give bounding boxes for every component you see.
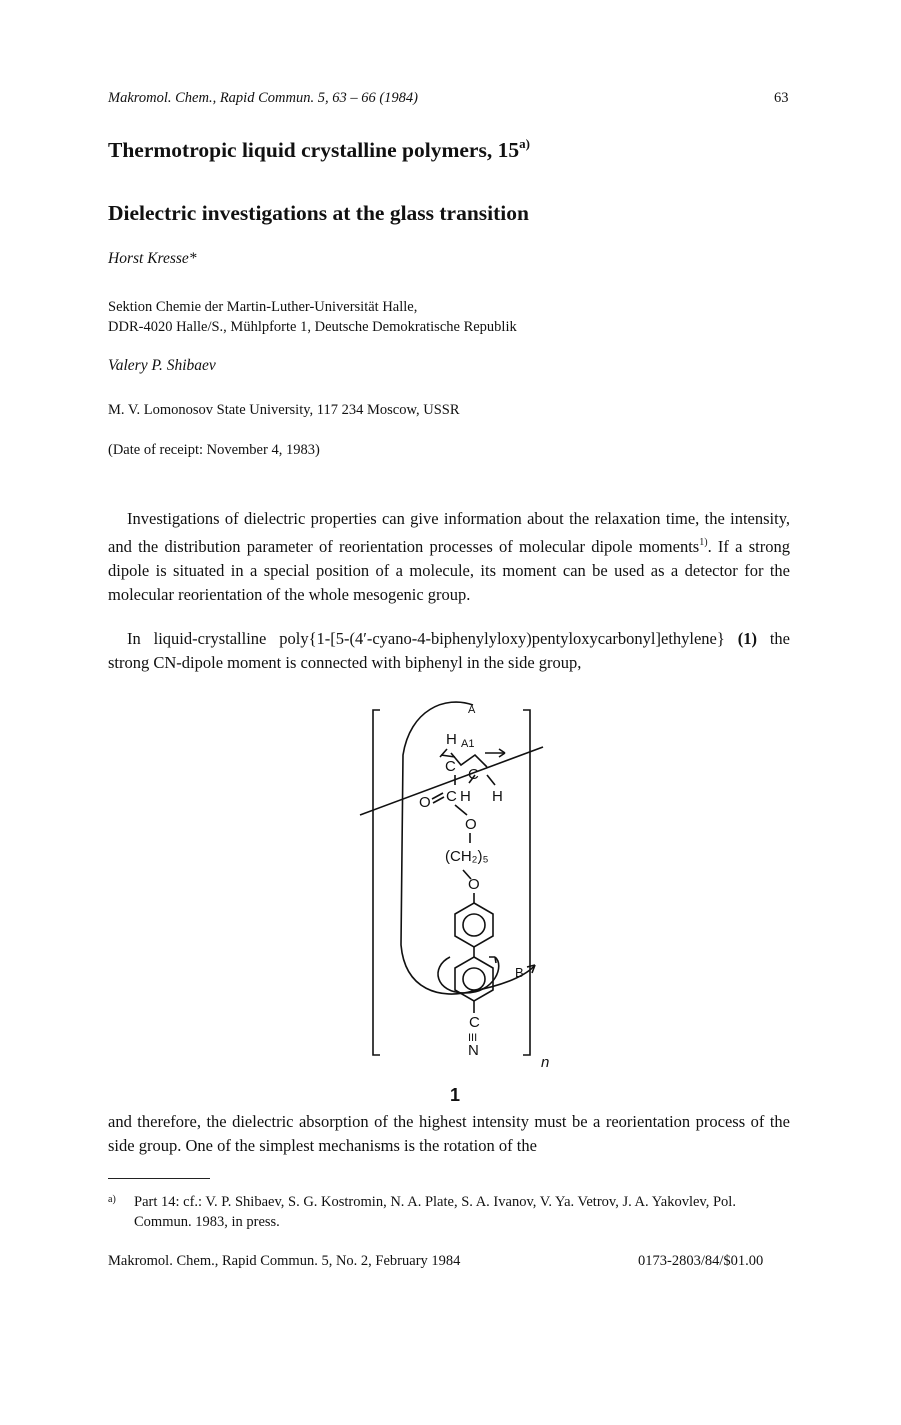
author-name-1: Horst Kresse*: [108, 250, 197, 267]
label-c-ester: C: [446, 788, 457, 805]
body-paragraph-2: [108, 627, 790, 675]
label-h-top: H: [446, 731, 457, 748]
para1-text-b: . If a strong dipole is situated in a special position of a molecule, its moment can be used as a detector for the molecular reorientation of the whole mesogenic group.: [108, 537, 790, 604]
label-h-mid: H: [460, 788, 471, 805]
footnote-rule: [108, 1178, 210, 1179]
label-o-ester: O: [465, 816, 477, 833]
label-o-carbonyl: O: [419, 794, 431, 811]
backbone-bonds: [451, 753, 487, 767]
footer-journal: Makromol. Chem., Rapid Commun. 5, No. 2, February 1984: [108, 1253, 461, 1269]
bond-c-o: [455, 805, 467, 815]
affiliation-line: Sektion Chemie der Martin-Luther-Universität Halle,: [108, 299, 418, 315]
label-a: A: [468, 704, 476, 716]
label-h-right: H: [492, 788, 503, 805]
compound-ref: (1): [737, 629, 757, 648]
compound-label: 1: [450, 1085, 461, 1105]
benzene-ring-2: [455, 957, 493, 1001]
left-bracket: [373, 710, 380, 1055]
receipt-date: (Date of receipt: November 4, 1983): [108, 442, 320, 458]
author-affiliation-2: [108, 400, 460, 420]
running-header: Makromol. Chem., Rapid Commun. 5, 63 – 66 (1984): [108, 90, 418, 106]
para2-text-a: In liquid-crystalline poly{1-[5-(4′-cyano-4-biphenylyloxy)pentyloxycarbonyl]ethylene}: [127, 629, 738, 648]
label-triple-bond: III: [468, 1032, 478, 1044]
benzene-ring-1: [455, 903, 493, 947]
footnote-mark: a): [108, 1194, 116, 1205]
title-footnote-mark: a): [519, 136, 530, 151]
author-affiliation-1: [108, 297, 517, 337]
structure-svg: [355, 695, 565, 1080]
label-b: B: [515, 965, 524, 980]
chemical-structure-figure: [355, 695, 565, 1080]
para1-text-a: Investigations of dielectric properties can give information about the relaxation time, the intensity, and the distribution parameter of reorientation processes of molecular dipole moments: [108, 509, 790, 556]
article-subtitle: Dielectric investigations at the glass transition: [108, 201, 529, 225]
affiliation-line: M. V. Lomonosov State University, 117 234 Moscow, USSR: [108, 402, 460, 418]
label-c-nitrile: C: [469, 1014, 480, 1031]
label-n-nitrile: N: [468, 1042, 479, 1059]
para2-text-b: the strong CN-dipole moment is connected with biphenyl in the side group,: [108, 629, 790, 672]
article-title-text: Thermotropic liquid crystalline polymers, 15: [108, 138, 520, 162]
footer-code: 0173-2803/84/$01.00: [638, 1253, 764, 1269]
right-bracket: [523, 710, 530, 1055]
label-c2: C: [468, 766, 479, 783]
footnote-text: Part 14: cf.: V. P. Shibaev, S. G. Kostromin, N. A. Plate, S. A. Ivanov, V. Ya. Vetrov, J. A. Yakovlev, Pol. Commun. 1983, in press.: [134, 1194, 736, 1230]
arrowhead-b: [489, 957, 496, 963]
label-a1: A1: [461, 738, 475, 750]
body-paragraph-1: [108, 507, 790, 607]
label-repeat-n: n: [541, 1054, 550, 1071]
author-name-2: Valery P. Shibaev: [108, 357, 216, 374]
label-chain: (CH₂)₅: [445, 848, 489, 865]
footnote: [108, 1192, 792, 1232]
article-title: [108, 136, 530, 163]
page-number: 63: [774, 90, 789, 106]
reference-mark: 1): [699, 537, 708, 548]
body-paragraph-3: and therefore, the dielectric absorption of the highest intensity must be a reorientation process of the side group. One of the simplest mechanisms is the rotation of the: [108, 1112, 790, 1155]
affiliation-line: DDR-4020 Halle/S., Mühlpforte 1, Deutsche Demokratische Republik: [108, 319, 517, 335]
ring-2-aromatic-circle: [463, 968, 485, 990]
double-bond-co: [432, 793, 444, 803]
label-c1: C: [445, 758, 456, 775]
label-o-ether: O: [468, 876, 480, 893]
ring-1-aromatic-circle: [463, 914, 485, 936]
